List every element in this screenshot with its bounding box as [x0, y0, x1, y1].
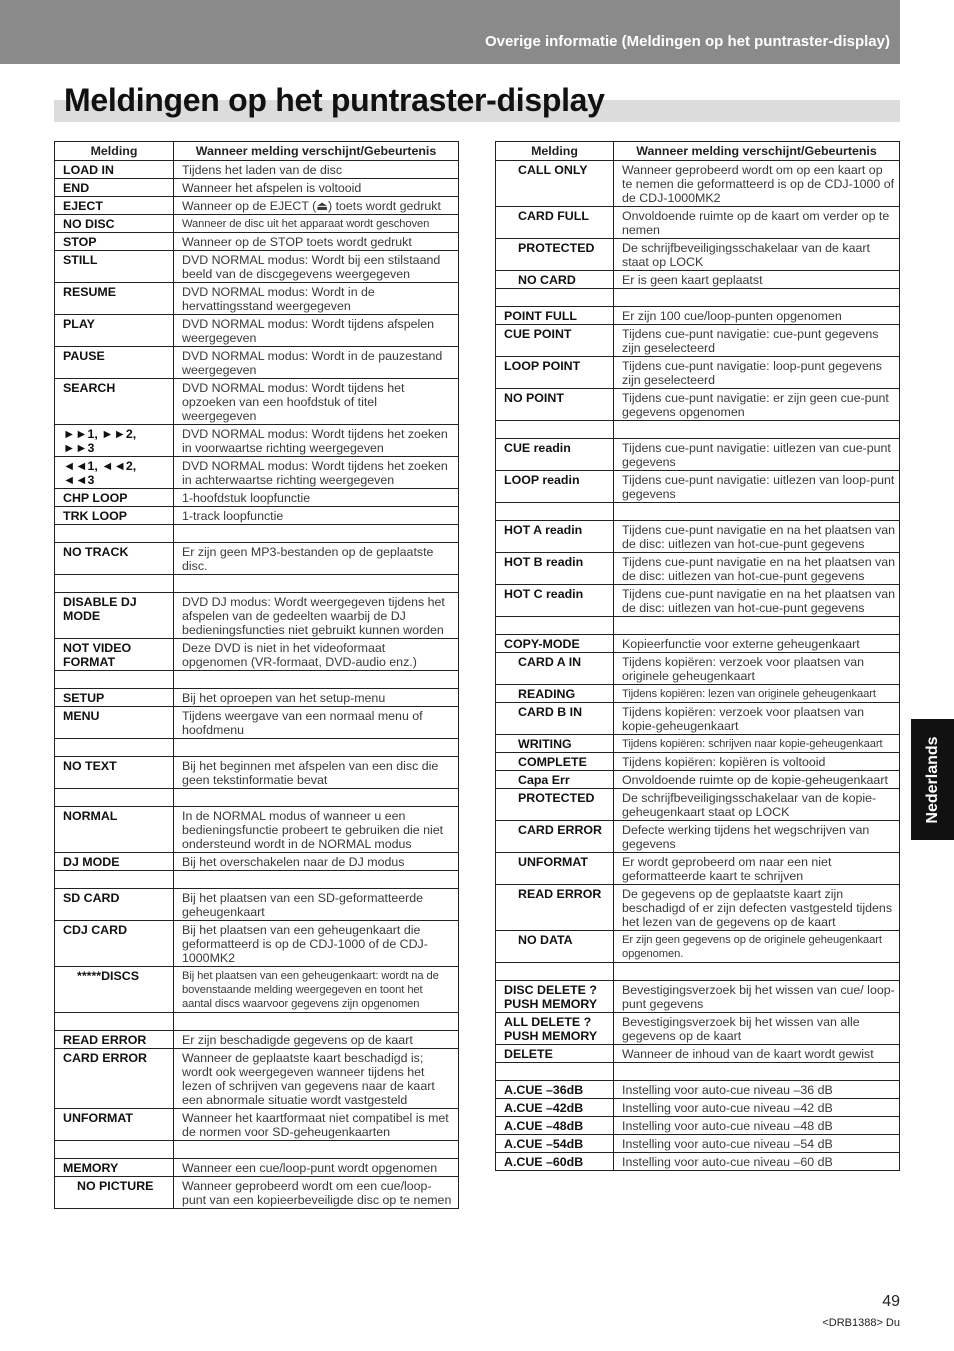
table-row [55, 871, 459, 889]
message-code: UNFORMAT [55, 1109, 174, 1141]
table-header-row [496, 142, 900, 161]
table-row [55, 1031, 459, 1049]
table-row [496, 753, 900, 771]
message-code [55, 739, 174, 757]
table-row [55, 739, 459, 757]
section-title: Overige informatie (Meldingen op het puntraster-display) [484, 33, 890, 50]
message-description: In de NORMAL modus of wanneer u een bedieningsfunctie probeert te gebruiken die niet ondersteund wordt in de NORMAL modus [174, 807, 459, 853]
message-code: EJECT [55, 197, 174, 215]
table-row [496, 471, 900, 503]
page-number: 49 [882, 1293, 900, 1310]
table-row [55, 197, 459, 215]
message-description [174, 871, 459, 889]
message-code: END [55, 179, 174, 197]
message-code [496, 503, 614, 521]
table-row [496, 653, 900, 685]
table-row [496, 885, 900, 931]
message-description: Instelling voor auto-cue niveau –48 dB [614, 1117, 900, 1135]
message-code: CARD B IN [496, 703, 614, 735]
message-code: SD CARD [55, 889, 174, 921]
message-description: Wanneer het afspelen is voltooid [174, 179, 459, 197]
message-code: A.CUE –36dB [496, 1081, 614, 1099]
header-banner [0, 0, 900, 64]
message-code: CARD ERROR [55, 1049, 174, 1109]
message-description: Bij het plaatsen van een SD-geformatteerde geheugenkaart [174, 889, 459, 921]
message-code [496, 1063, 614, 1081]
message-description: DVD NORMAL modus: Wordt in de pauzestand weergegeven [174, 347, 459, 379]
message-code: A.CUE –42dB [496, 1099, 614, 1117]
message-code: TRK LOOP [55, 507, 174, 525]
table-row [496, 1099, 900, 1117]
message-description: Tijdens kopiëren: verzoek voor plaatsen van originele geheugenkaart [614, 653, 900, 685]
message-description: Bevestigingsverzoek bij het wissen van cue/ loop-punt gegevens [614, 981, 900, 1013]
table-row [496, 325, 900, 357]
message-description: Tijdens cue-punt navigatie: cue-punt gegevens zijn geselecteerd [614, 325, 900, 357]
table-row [55, 757, 459, 789]
message-code: CARD ERROR [496, 821, 614, 853]
message-description: Wanneer een cue/loop-punt wordt opgenomen [174, 1159, 459, 1177]
message-description: 1-hoofdstuk loopfunctie [174, 489, 459, 507]
message-code: CUE POINT [496, 325, 614, 357]
table-row [496, 239, 900, 271]
message-code: READING [496, 685, 614, 703]
message-description: Instelling voor auto-cue niveau –36 dB [614, 1081, 900, 1099]
table-row [55, 543, 459, 575]
table-row [55, 593, 459, 639]
message-description [614, 289, 900, 307]
table-row [55, 233, 459, 251]
table-row [55, 1013, 459, 1031]
table-row [55, 251, 459, 283]
message-code: NO TEXT [55, 757, 174, 789]
message-description: Bij het plaatsen van een geheugenkaart die geformatteerd is op de CDJ-1000 of de CDJ-1000MK2 [174, 921, 459, 967]
table-row [55, 1109, 459, 1141]
message-code [55, 575, 174, 593]
message-code: NOT VIDEO FORMAT [55, 639, 174, 671]
table-row [55, 315, 459, 347]
table-row [55, 457, 459, 489]
message-description: Tijdens cue-punt navigatie: loop-punt gegevens zijn geselecteerd [614, 357, 900, 389]
message-description: Tijdens cue-punt navigatie en na het plaatsen van de disc: uitlezen van hot-cue-punt gegevens [614, 521, 900, 553]
message-description [614, 503, 900, 521]
message-code [496, 289, 614, 307]
message-code [496, 421, 614, 439]
page-title: Meldingen op het puntraster-display [64, 82, 605, 118]
message-code [55, 871, 174, 889]
table-row [55, 671, 459, 689]
message-code [55, 1141, 174, 1159]
message-description: Tijdens weergave van een normaal menu of hoofdmenu [174, 707, 459, 739]
message-code: CARD A IN [496, 653, 614, 685]
message-description [174, 739, 459, 757]
message-description: Tijdens cue-punt navigatie en na het plaatsen van de disc: uitlezen van hot-cue-punt gegevens [614, 553, 900, 585]
language-tab-label: Nederlands [923, 735, 941, 824]
column-header-wanneer: Wanneer melding verschijnt/Gebeurtenis [174, 142, 459, 161]
message-description: De schrijfbeveiligingsschakelaar van de kopie-geheugenkaart staat op LOCK [614, 789, 900, 821]
message-code: PAUSE [55, 347, 174, 379]
table-row [496, 853, 900, 885]
message-code: PROTECTED [496, 789, 614, 821]
message-description: Wanneer geprobeerd wordt om een cue/loop-punt van een kopieerbeveiligde disc op te nemen [174, 1177, 459, 1209]
message-description: Bevestigingsverzoek bij het wissen van alle gegevens op de kaart [614, 1013, 900, 1045]
left-table-body [55, 161, 459, 1209]
message-description: Defecte werking tijdens het wegschrijven van gegevens [614, 821, 900, 853]
table-row [496, 685, 900, 703]
message-code: LOOP POINT [496, 357, 614, 389]
message-description [614, 1063, 900, 1081]
table-row [55, 853, 459, 871]
message-description: Bij het oproepen van het setup-menu [174, 689, 459, 707]
message-code: LOOP readin [496, 471, 614, 503]
message-code: SETUP [55, 689, 174, 707]
table-row [496, 1153, 900, 1171]
table-row [496, 963, 900, 981]
table-row [55, 639, 459, 671]
message-code: ALL DELETE ? PUSH MEMORY [496, 1013, 614, 1045]
table-row [496, 981, 900, 1013]
message-code: WRITING [496, 735, 614, 753]
message-description: Tijdens kopiëren: lezen van originele geheugenkaart [614, 685, 900, 703]
message-description: Deze DVD is niet in het videoformaat opgenomen (VR-formaat, DVD-audio enz.) [174, 639, 459, 671]
message-code: UNFORMAT [496, 853, 614, 885]
table-row [496, 1081, 900, 1099]
message-code: A.CUE –60dB [496, 1153, 614, 1171]
table-row [496, 789, 900, 821]
message-description: Er wordt geprobeerd om naar een niet geformatteerde kaart te schrijven [614, 853, 900, 885]
table-row [55, 967, 459, 1013]
table-row [496, 771, 900, 789]
table-row [55, 789, 459, 807]
message-code [55, 525, 174, 543]
table-row [55, 283, 459, 315]
message-description [614, 421, 900, 439]
message-code: CALL ONLY [496, 161, 614, 207]
message-code: RESUME [55, 283, 174, 315]
message-description: Tijdens kopiëren: kopiëren is voltooid [614, 753, 900, 771]
message-code: LOAD IN [55, 161, 174, 179]
table-row [55, 179, 459, 197]
table-row [496, 931, 900, 963]
table-row [496, 703, 900, 735]
message-description: Instelling voor auto-cue niveau –42 dB [614, 1099, 900, 1117]
message-code: READ ERROR [496, 885, 614, 931]
table-row [496, 161, 900, 207]
message-description [174, 789, 459, 807]
message-description: Er zijn 100 cue/loop-punten opgenomen [614, 307, 900, 325]
table-row [55, 425, 459, 457]
table-row [496, 439, 900, 471]
table-row [496, 521, 900, 553]
message-code [55, 789, 174, 807]
right-message-table [495, 141, 900, 1171]
table-row [55, 161, 459, 179]
table-row [496, 617, 900, 635]
message-code: A.CUE –48dB [496, 1117, 614, 1135]
message-code: CDJ CARD [55, 921, 174, 967]
table-row [496, 289, 900, 307]
message-description: Tijdens cue-punt navigatie: uitlezen van loop-punt gegevens [614, 471, 900, 503]
message-code: NO DISC [55, 215, 174, 233]
language-tab [911, 719, 954, 840]
message-description: De gegevens op de geplaatste kaart zijn beschadigd of er zijn defecten vastgesteld tijdens het lezen van de gegevens op de kaart [614, 885, 900, 931]
message-description: Wanneer de geplaatste kaart beschadigd is; wordt ook weergegeven wanneer tijdens het lezen of schrijven van gegevens naar de kaart een abnormale situatie wordt vastgesteld [174, 1049, 459, 1109]
table-row [55, 507, 459, 525]
table-row [55, 215, 459, 233]
table-row [55, 1049, 459, 1109]
right-table-body [496, 161, 900, 1171]
message-code: HOT C readin [496, 585, 614, 617]
table-row [496, 635, 900, 653]
message-code: MEMORY [55, 1159, 174, 1177]
message-code: READ ERROR [55, 1031, 174, 1049]
message-description: Wanneer de disc uit het apparaat wordt geschoven [174, 215, 459, 233]
table-row [55, 489, 459, 507]
table-row [496, 1045, 900, 1063]
message-description: DVD NORMAL modus: Wordt in de hervattingsstand weergegeven [174, 283, 459, 315]
table-row [55, 807, 459, 853]
message-description: Tijdens kopiëren: verzoek voor plaatsen van kopie-geheugenkaart [614, 703, 900, 735]
message-description: Wanneer geprobeerd wordt om op een kaart op te nemen die geformatteerd is op de CDJ-1000 of de CDJ-1000MK2 [614, 161, 900, 207]
message-code: PROTECTED [496, 239, 614, 271]
column-header-wanneer: Wanneer melding verschijnt/Gebeurtenis [614, 142, 900, 161]
table-row [496, 553, 900, 585]
message-code: SEARCH [55, 379, 174, 425]
table-row [55, 347, 459, 379]
message-code: A.CUE –54dB [496, 1135, 614, 1153]
table-row [55, 379, 459, 425]
table-row [496, 307, 900, 325]
message-description: DVD DJ modus: Wordt weergegeven tijdens het afspelen van de gedeelten waarbij de DJ bedieningsfuncties niet gebruikt kunnen worden [174, 593, 459, 639]
message-description: Wanneer op de EJECT (⏏) toets wordt gedrukt [174, 197, 459, 215]
message-code: STOP [55, 233, 174, 251]
message-description: De schrijfbeveiligingsschakelaar van de kaart staat op LOCK [614, 239, 900, 271]
table-row [496, 1063, 900, 1081]
message-description: DVD NORMAL modus: Wordt tijdens het zoeken in voorwaartse richting weergegeven [174, 425, 459, 457]
message-code [55, 1013, 174, 1031]
table-row [496, 503, 900, 521]
table-row [496, 207, 900, 239]
message-code: NO POINT [496, 389, 614, 421]
table-row [496, 1013, 900, 1045]
table-row [496, 421, 900, 439]
message-description: Er zijn geen gegevens op de originele geheugenkaart opgenomen. [614, 931, 900, 963]
message-description: Wanneer het kaartformaat niet compatibel is met de normen voor SD-geheugenkaarten [174, 1109, 459, 1141]
message-code: ◄◄1, ◄◄2, ◄◄3 [55, 457, 174, 489]
message-description [174, 1013, 459, 1031]
message-description: DVD NORMAL modus: Wordt bij een stilstaand beeld van de discgegevens weergegeven [174, 251, 459, 283]
table-row [55, 689, 459, 707]
table-row [496, 1135, 900, 1153]
message-code: DISABLE DJ MODE [55, 593, 174, 639]
message-description: Onvoldoende ruimte op de kaart om verder op te nemen [614, 207, 900, 239]
message-description: Onvoldoende ruimte op de kopie-geheugenkaart [614, 771, 900, 789]
table-row [496, 1117, 900, 1135]
left-message-table [54, 141, 459, 1209]
column-header-melding: Melding [55, 142, 174, 161]
message-description [174, 575, 459, 593]
table-row [496, 585, 900, 617]
message-code: COMPLETE [496, 753, 614, 771]
table-row [55, 921, 459, 967]
message-description: Wanneer op de STOP toets wordt gedrukt [174, 233, 459, 251]
message-code: DJ MODE [55, 853, 174, 871]
message-code: HOT B readin [496, 553, 614, 585]
message-description: Tijdens cue-punt navigatie: er zijn geen cue-punt gegevens opgenomen [614, 389, 900, 421]
message-code: ►►1, ►►2, ►►3 [55, 425, 174, 457]
message-description: DVD NORMAL modus: Wordt tijdens het opzoeken van een hoofdstuk of titel weergegeven [174, 379, 459, 425]
message-code: STILL [55, 251, 174, 283]
message-description: Kopieerfunctie voor externe geheugenkaart [614, 635, 900, 653]
table-row [55, 1141, 459, 1159]
message-code [496, 963, 614, 981]
message-description: Tijdens kopiëren: schrijven naar kopie-geheugenkaart [614, 735, 900, 753]
message-description [174, 525, 459, 543]
message-description: Tijdens het laden van de disc [174, 161, 459, 179]
message-code: DELETE [496, 1045, 614, 1063]
message-code: Capa Err [496, 771, 614, 789]
table-row [55, 707, 459, 739]
message-code: HOT A readin [496, 521, 614, 553]
message-description: Tijdens cue-punt navigatie: uitlezen van cue-punt gegevens [614, 439, 900, 471]
message-code: NO CARD [496, 271, 614, 289]
message-description: 1-track loopfunctie [174, 507, 459, 525]
message-description: DVD NORMAL modus: Wordt tijdens afspelen weergegeven [174, 315, 459, 347]
message-description: Instelling voor auto-cue niveau –54 dB [614, 1135, 900, 1153]
message-description: Instelling voor auto-cue niveau –60 dB [614, 1153, 900, 1171]
table-row [55, 525, 459, 543]
message-description [174, 1141, 459, 1159]
column-header-melding: Melding [496, 142, 614, 161]
table-row [55, 889, 459, 921]
table-row [496, 357, 900, 389]
message-code: CUE readin [496, 439, 614, 471]
message-code: MENU [55, 707, 174, 739]
message-code: DISC DELETE ? PUSH MEMORY [496, 981, 614, 1013]
table-row [496, 735, 900, 753]
message-description: Er zijn beschadigde gegevens op de kaart [174, 1031, 459, 1049]
message-description [174, 671, 459, 689]
message-description: Er is geen kaart geplaatst [614, 271, 900, 289]
message-code: CARD FULL [496, 207, 614, 239]
message-code: NO DATA [496, 931, 614, 963]
table-row [55, 1177, 459, 1209]
table-row [496, 271, 900, 289]
message-code: POINT FULL [496, 307, 614, 325]
message-description: Tijdens cue-punt navigatie en na het plaatsen van de disc: uitlezen van hot-cue-punt gegevens [614, 585, 900, 617]
message-code [496, 617, 614, 635]
message-description: DVD NORMAL modus: Wordt tijdens het zoeken in achterwaartse richting weergegeven [174, 457, 459, 489]
message-code: NO PICTURE [55, 1177, 174, 1209]
table-header-row [55, 142, 459, 161]
table-row [496, 821, 900, 853]
message-code: *****DISCS [55, 967, 174, 1013]
table-row [55, 1159, 459, 1177]
table-row [55, 575, 459, 593]
message-code: COPY-MODE [496, 635, 614, 653]
message-description: Er zijn geen MP3-bestanden op de geplaatste disc. [174, 543, 459, 575]
table-row [496, 389, 900, 421]
document-code: <DRB1388> Du [822, 1317, 900, 1329]
message-description: Bij het overschakelen naar de DJ modus [174, 853, 459, 871]
message-description [614, 617, 900, 635]
message-description: Bij het beginnen met afspelen van een disc die geen tekstinformatie bevat [174, 757, 459, 789]
message-code: NORMAL [55, 807, 174, 853]
message-code: PLAY [55, 315, 174, 347]
message-description: Wanneer de inhoud van de kaart wordt gewist [614, 1045, 900, 1063]
message-description [614, 963, 900, 981]
message-description: Bij het plaatsen van een geheugenkaart: wordt na de bovenstaande melding weergegeven en toont het aantal discs waarvoor gegevens zijn opgenomen [174, 967, 459, 1013]
message-code: CHP LOOP [55, 489, 174, 507]
message-code [55, 671, 174, 689]
message-code: NO TRACK [55, 543, 174, 575]
